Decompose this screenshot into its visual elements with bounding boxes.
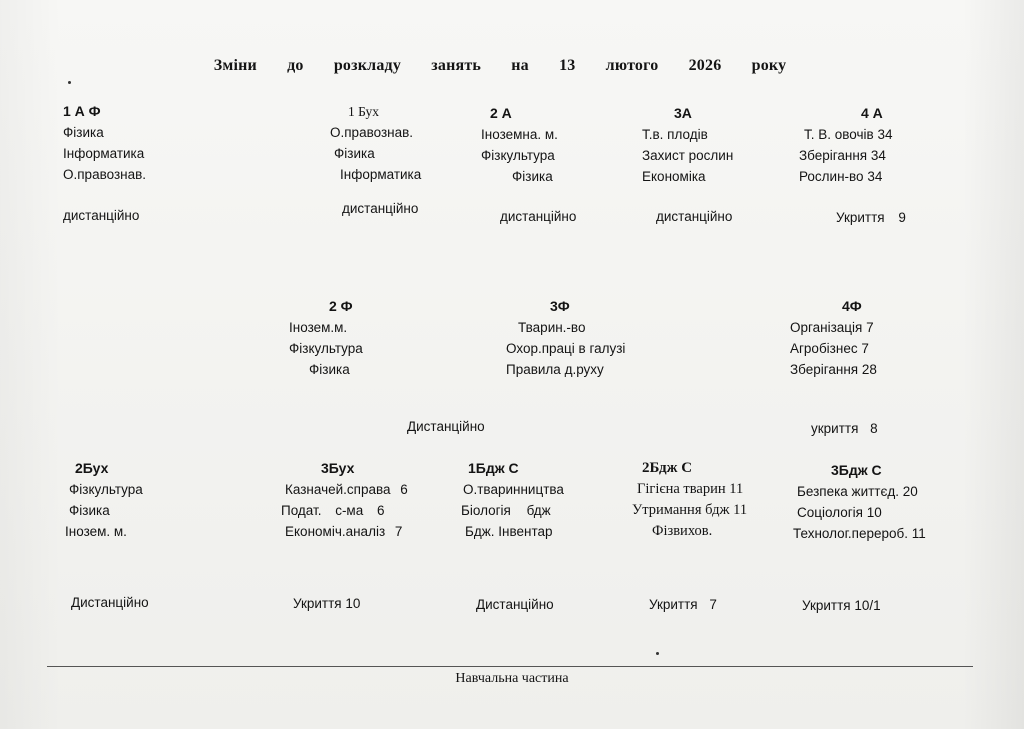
group-name: 3Ф bbox=[550, 298, 570, 314]
subject-item: Інозем.м. bbox=[289, 320, 348, 335]
group-card-3a bbox=[642, 103, 733, 187]
group-name: 2 Ф bbox=[329, 298, 353, 314]
group-card-1af bbox=[63, 101, 146, 185]
ink-dot bbox=[68, 81, 71, 84]
subject-item: Організація 7 bbox=[790, 320, 874, 335]
group-card-1bdzh bbox=[461, 458, 564, 542]
group-name: 4Ф bbox=[842, 298, 862, 314]
subject-item: Безпека життєд. 20 bbox=[797, 484, 918, 499]
status-3a: дистанційно bbox=[656, 209, 733, 224]
subject-item: Гігієна тварин 11 bbox=[637, 481, 744, 497]
group-card-3bdzh bbox=[793, 460, 926, 544]
status-2bukh: Дистанційно bbox=[71, 595, 149, 610]
status-3bdzh: Укриття 10/1 bbox=[802, 598, 881, 613]
subject-item: Фізика bbox=[309, 362, 350, 377]
group-card-4f bbox=[790, 296, 877, 380]
subject-item: Фізика bbox=[63, 125, 104, 140]
group-name: 3Бух bbox=[321, 460, 355, 476]
group-card-2f bbox=[289, 296, 363, 380]
subject-item: Фізика bbox=[512, 169, 553, 184]
subject-item: Фізика bbox=[334, 146, 375, 161]
group-card-3f bbox=[506, 296, 625, 380]
subject-item: Рослин-во 34 bbox=[799, 169, 883, 184]
group-card-3bukh bbox=[281, 458, 408, 542]
subject-item: Фізвихов. bbox=[652, 523, 713, 539]
subject-item: Інформатика bbox=[63, 146, 145, 161]
subject-item: Економіка bbox=[642, 169, 706, 184]
status-2a: дистанційно bbox=[500, 209, 577, 224]
subject-item: Зберігання 34 bbox=[799, 148, 886, 163]
document-title: Зміни до розкладу занять на 13 лютого 2026 року bbox=[213, 57, 787, 74]
status-1af: дистанційно bbox=[63, 208, 140, 223]
subject-item: Фізкультура bbox=[69, 482, 143, 497]
subject-item: Подат. с-ма 6 bbox=[281, 503, 385, 518]
subject-item: Захист рослин bbox=[642, 148, 734, 163]
subject-item: Утримання бдж 11 bbox=[632, 502, 748, 518]
status-1bdzh: Дистанційно bbox=[476, 597, 554, 612]
subject-item: Економіч.аналіз 7 bbox=[285, 524, 403, 539]
group-name: 2 А bbox=[490, 105, 512, 121]
group-card-2bdzh bbox=[632, 458, 747, 542]
subject-item: Фізкультура bbox=[289, 341, 363, 356]
group-name: 3Бдж С bbox=[831, 462, 882, 478]
group-name: 2Бдж С bbox=[642, 460, 693, 476]
group-card-1bukh bbox=[330, 101, 421, 185]
subject-item: Казначей.справа 6 bbox=[285, 482, 408, 497]
subject-item: О.правознав. bbox=[330, 125, 414, 140]
group-card-2bukh bbox=[65, 458, 143, 542]
status-4a: Укриття 9 bbox=[836, 210, 906, 225]
subject-item: Т.в. плодів bbox=[642, 127, 708, 142]
group-name: 1 А Ф bbox=[63, 103, 101, 119]
group-card-2a bbox=[481, 103, 558, 187]
status-row2-right: укриття 8 bbox=[811, 421, 878, 436]
group-card-4a bbox=[799, 103, 892, 187]
subject-item: Фізкультура bbox=[481, 148, 555, 163]
subject-item: Інформатика bbox=[340, 167, 422, 182]
ink-dot bbox=[656, 652, 659, 655]
subject-item: Зберігання 28 bbox=[790, 362, 877, 377]
subject-item: Технолог.перероб. 11 bbox=[793, 526, 926, 541]
subject-item: Охор.праці в галузі bbox=[506, 341, 626, 356]
group-name: 1Бдж С bbox=[468, 460, 519, 476]
status-3bukh: Укриття 10 bbox=[293, 596, 361, 611]
subject-item: Соціологія 10 bbox=[797, 505, 882, 520]
document-footer: Навчальна частина bbox=[455, 671, 569, 686]
status-2bdzh: Укриття 7 bbox=[649, 597, 717, 612]
status-row2-left: Дистанційно bbox=[407, 419, 485, 434]
subject-item: Тварин.-во bbox=[518, 320, 586, 335]
group-name: 4 А bbox=[861, 105, 883, 121]
status-1bukh: дистанційно bbox=[342, 201, 419, 216]
subject-item: О.правознав. bbox=[63, 167, 147, 182]
subject-item: Агробізнес 7 bbox=[790, 341, 869, 356]
group-name: 3А bbox=[674, 105, 692, 121]
subject-item: Правила д.руху bbox=[506, 362, 604, 377]
subject-item: Біологія бдж bbox=[461, 503, 551, 518]
subject-item: Т. В. овочів 34 bbox=[804, 127, 893, 142]
signature-line bbox=[47, 666, 973, 667]
subject-item: Бдж. Інвентар bbox=[465, 524, 553, 539]
subject-item: Інозем. м. bbox=[65, 524, 127, 539]
group-name: 1 Бух bbox=[348, 104, 380, 119]
subject-item: О.тваринництва bbox=[463, 482, 564, 497]
group-name: 2Бух bbox=[75, 460, 109, 476]
subject-item: Фізика bbox=[69, 503, 110, 518]
subject-item: Іноземна. м. bbox=[481, 127, 558, 142]
